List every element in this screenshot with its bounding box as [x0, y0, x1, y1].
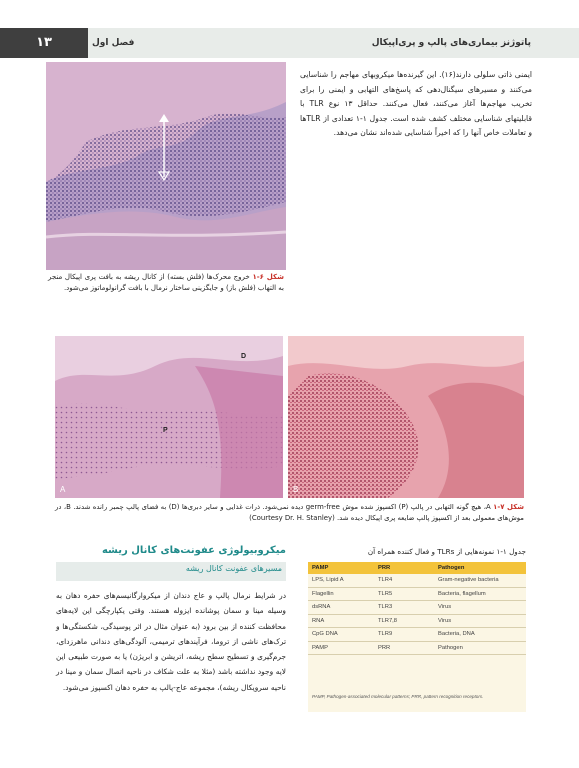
table-cell: TLR3 — [374, 601, 434, 615]
table-row — [308, 601, 526, 615]
table-cell: LPS, Lipid A — [308, 574, 374, 587]
table-cell: TLR9 — [374, 628, 434, 642]
table-cell: RNA — [308, 614, 374, 628]
table-header-row — [308, 562, 526, 574]
table-cell: Virus — [434, 614, 526, 628]
table-cell: TLR4 — [374, 574, 434, 587]
table-cell: dsRNA — [308, 601, 374, 615]
table-cell: PRR — [374, 641, 434, 655]
debris-label: D — [241, 353, 247, 360]
figure-caption-top — [48, 272, 284, 294]
table-cell: Bacteria, flagellum — [434, 587, 526, 601]
histology-image-a — [55, 336, 283, 498]
image-b-label: B — [293, 485, 299, 494]
page-number: ۱۳ — [0, 28, 88, 58]
histology-image-b — [288, 336, 524, 498]
table-cell: PAMP — [308, 641, 374, 655]
table-cell: TLR5 — [374, 587, 434, 601]
tlr-table — [308, 562, 526, 712]
table-title: جدول ۱-۱ نمونه‌هایی از TLRs و فعال کننده همراه آن — [367, 547, 526, 556]
figure-caption-text: خروج محرک‌ها (فلش بسته) از کانال ریشه به بافت پری اپیکال منجر به التهاب (فلش باز) و جایگزینی ساختار نرمال با بافت گرانولوماتوز می‌شود. — [48, 273, 284, 292]
table-cell: CpG DNA — [308, 628, 374, 642]
table-header-cell: PRR — [374, 562, 434, 574]
image-a-label: A — [60, 485, 66, 494]
table-cell: Flagellin — [308, 587, 374, 601]
figure-caption-ab — [55, 502, 524, 524]
table-cell: Virus — [434, 601, 526, 615]
table-row — [308, 614, 526, 628]
figure-caption-text: A، هیچ گونه التهابی در پالپ (P) اکسپوز شده موش germ-free دیده نمی‌شود. ذرات غذایی و سایر دبری‌ها (D) به فضای پالپ چمبر رانده شدند. B، در موش‌های معمولی بعد از اکسپوز پالپ ضایعه پری اپیکال دیده شد. (Courtesy Dr. H. Stanley) — [55, 503, 524, 522]
figure-label: شکل ۷-۱ — [493, 503, 524, 511]
subsection-title: مسیرهای عفونت کانال ریشه — [185, 564, 282, 573]
figure-label: شکل ۶-۱ — [252, 273, 284, 281]
intro-paragraph: ایمنی ذاتی سلولی دارند(۱۶). این گیرنده‌ها میکروبهای مهاجم را شناسایی می‌کنند و مسیرهای سیگنال‌دهی که پاسخ‌های التهابی و ایمنی را برای تخریب مهاجم‌ها آغاز می‌کنند، فعال می‌کنند. حداقل ۱۳ نوع TLR با قابلیتهای شناسایی مختلف کشف شده است. جدول ۱-۱ تعدادی از TLRها و تعاملات خاص آنها را که اخیراً شناسایی شده‌اند نشان می‌دهد. — [300, 70, 532, 138]
chapter-label: فصل اول — [92, 38, 135, 48]
table-row — [308, 628, 526, 642]
table-row — [308, 587, 526, 601]
table-cell: Bacteria, DNA — [434, 628, 526, 642]
histology-image-top — [46, 62, 286, 270]
table-cell: TLR7,8 — [374, 614, 434, 628]
table-row — [308, 574, 526, 587]
pulp-label: P — [163, 427, 168, 434]
table-header-cell: PAMP — [308, 562, 374, 574]
table-footnote: PAMP, Pathogen-associated molecular patterns; PRR, pattern recognition receptors. — [312, 694, 484, 699]
page-header — [0, 28, 579, 58]
table-cell: Pathogen — [434, 641, 526, 655]
body-paragraph: در شرایط نرمال پالپ و عاج دندان از میکروارگانیسم‌های حفره دهان به وسیله مینا و سمان پوشانده ایزوله هستند. وقتی یکپارچگی این لایه‌های محافظت کننده از بین برود (به عنوان مثال در اثر پوسیدگی، شکستگی‌ها و ترک‌های ناشی از تروما، فرآیندهای ترمیمی، آلودگی‌های دندانی ماهرزدای، جرم‌گیری و تسطیح سطح ریشه، اتریشن و ابریژن) یا به صورت طبیعی این لایه وجود نداشته باشد (مثلا به علت شکاف در ناحیه اتصال سمان و مینا در ناحیه سرویکال ریشه)، مجموعه عاج-پالپ به حفره دهان اکسپوز می‌شود. — [56, 591, 286, 692]
section-title: میکروبیولوژی عفونت‌های کانال ریشه — [101, 545, 286, 556]
table-header-cell: Pathogen — [434, 562, 526, 574]
table-row — [308, 641, 526, 655]
book-title: پاتوژنز بیماری‌های پالپ و پری‌اپیکال — [371, 38, 531, 48]
table-cell: Gram-negative bacteria — [434, 574, 526, 587]
